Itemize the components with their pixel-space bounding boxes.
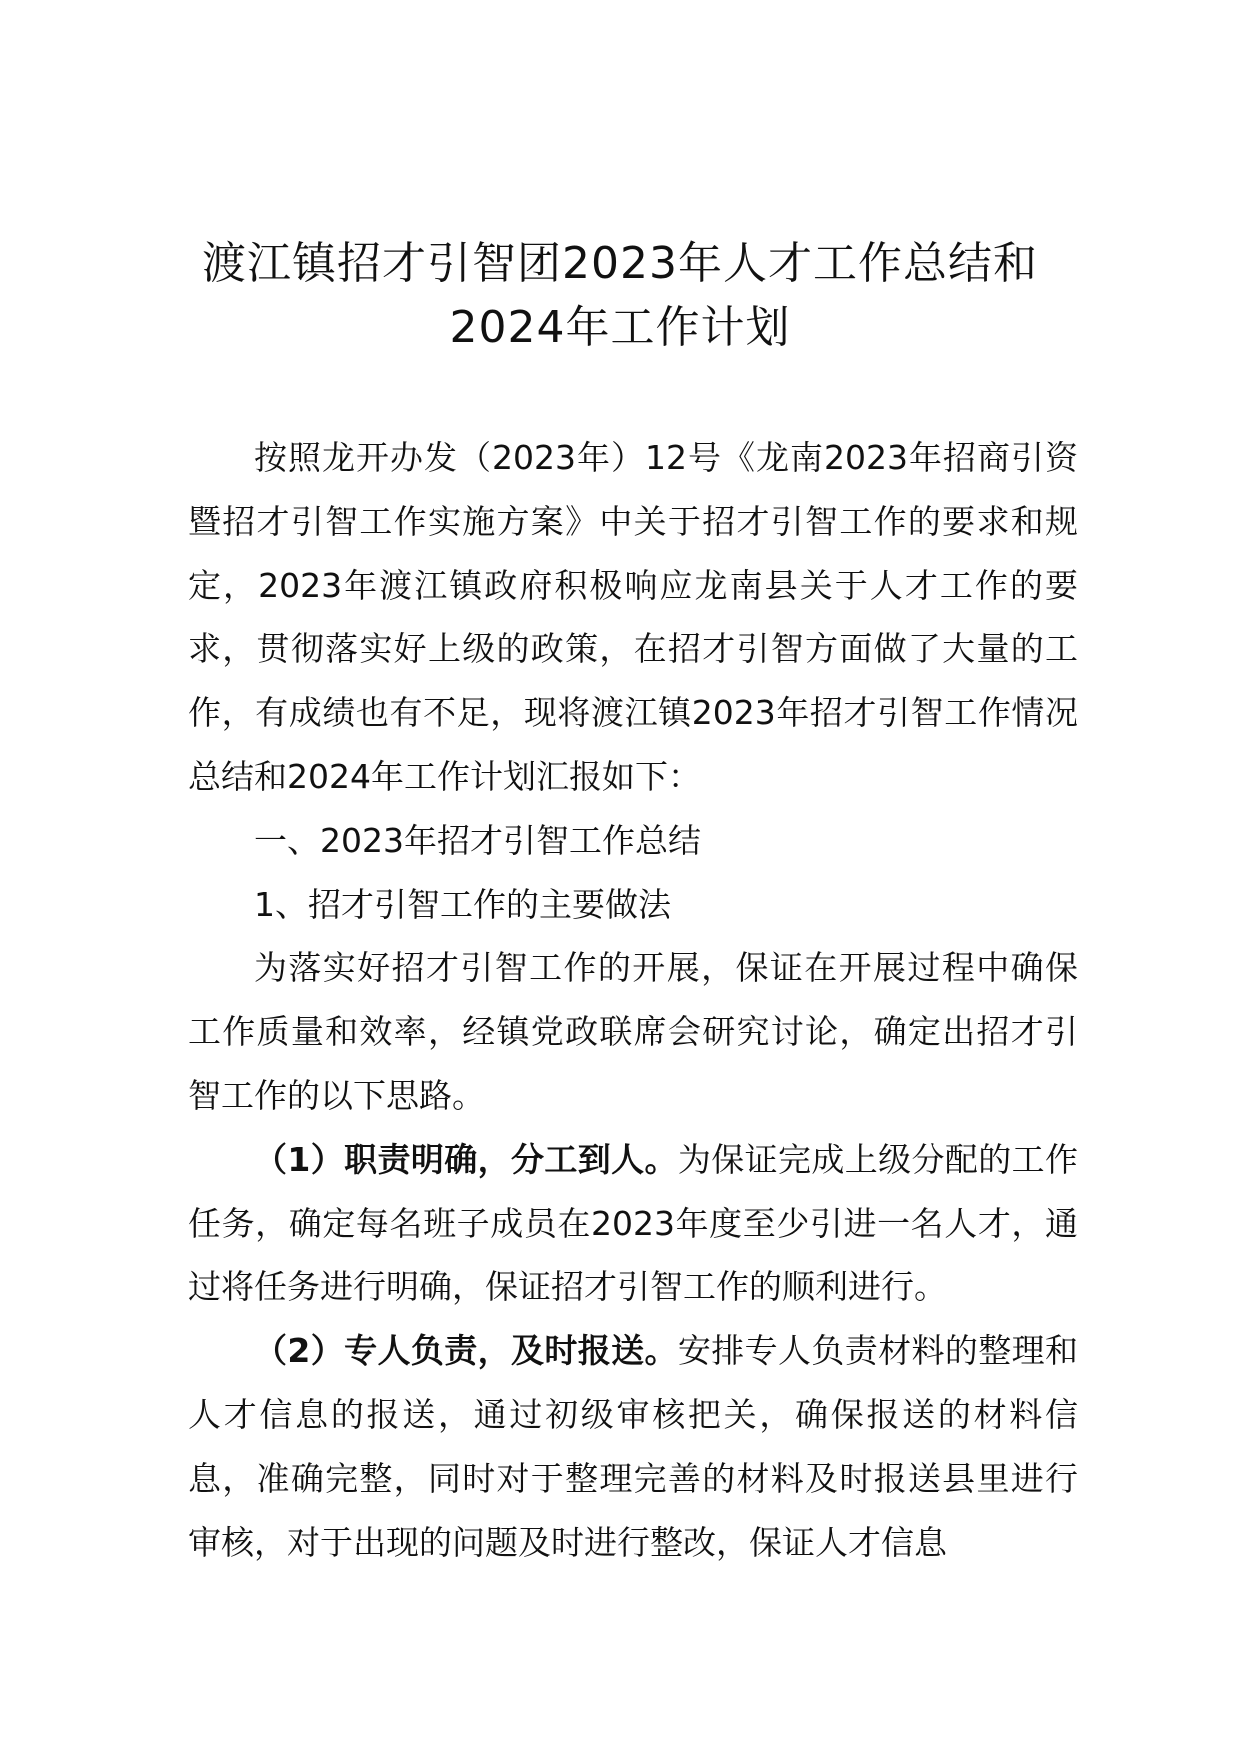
document-title-line-1: 渡江镇招才引智团2023年人才工作总结和 bbox=[202, 238, 1038, 289]
item-heading: （2）专人负责，及时报送。 bbox=[254, 1331, 678, 1371]
paragraph-approach bbox=[188, 936, 1078, 1127]
subsection-heading bbox=[188, 873, 1078, 937]
paragraph-item-1 bbox=[188, 1128, 1078, 1319]
document-title-line-2: 2024年工作计划 bbox=[449, 302, 791, 353]
paragraph-text: 按照龙开办发（2023年）12号《龙南2023年招商引资暨招才引智工作实施方案》中关于招才引智工作的要求和规定，2023年渡江镇政府积极响应龙南县关于人才工作的要求，贯彻落实好上级的政策，在招才引智方面做了大量的工作，有成绩也有不足，现将渡江镇2023年招才引智工作情况总结和2024年工作计划汇报如下： bbox=[188, 438, 1078, 796]
document-body bbox=[188, 426, 1078, 1574]
paragraph-item-2 bbox=[188, 1319, 1078, 1574]
paragraph-text: 1、招才引智工作的主要做法 bbox=[254, 884, 671, 924]
item-heading: （1）职责明确，分工到人。 bbox=[254, 1139, 678, 1179]
paragraph-text: 安排专人负责材料的整理和人才信息的报送，通过初级审核把关，确保报送的材料信息，准确完整，同时对于整理完善的材料及时报送县里进行审核，对于出现的问题及时进行整改，保证人才信息 bbox=[188, 1331, 1078, 1562]
paragraph-text: 一、2023年招才引智工作总结 bbox=[254, 820, 701, 860]
paragraph-text: 为保证完成上级分配的工作任务，确定每名班子成员在2023年度至少引进一名人才，通过将任务进行明确，保证招才引智工作的顺利进行。 bbox=[188, 1139, 1078, 1307]
section-heading bbox=[188, 809, 1078, 873]
paragraph-intro bbox=[188, 426, 1078, 809]
paragraph-text: 为落实好招才引智工作的开展，保证在开展过程中确保工作质量和效率，经镇党政联席会研究讨论，确定出招才引智工作的以下思路。 bbox=[188, 948, 1078, 1115]
